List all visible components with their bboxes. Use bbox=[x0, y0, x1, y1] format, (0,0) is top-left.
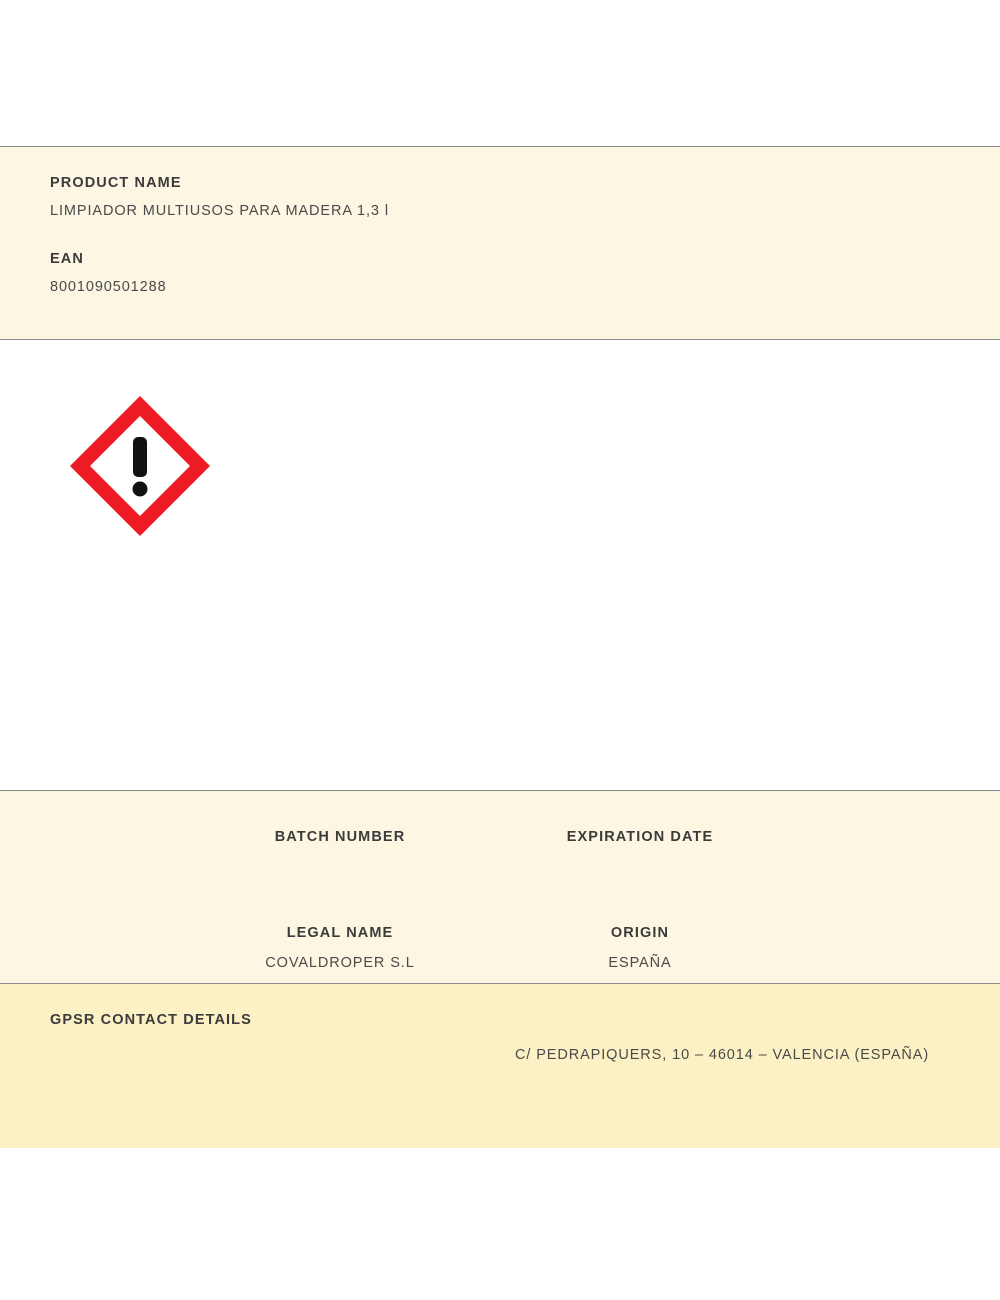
product-details-section bbox=[0, 790, 1000, 983]
legal-name-label: LEGAL NAME bbox=[286, 925, 394, 941]
gpsr-contact-section bbox=[0, 983, 1000, 1148]
legal-name-field bbox=[190, 925, 490, 973]
ean-field bbox=[50, 251, 950, 295]
ean-label: EAN bbox=[50, 251, 84, 267]
origin-value: ESPAÑA bbox=[608, 955, 672, 971]
origin-label: ORIGIN bbox=[610, 925, 670, 941]
expiration-date-value bbox=[490, 859, 790, 877]
bottom-spacer bbox=[0, 1148, 1000, 1300]
gpsr-contact-address: C/ PEDRAPIQUERS, 10 – 46014 – VALENCIA (ESPAÑA) bbox=[515, 1047, 930, 1063]
hazard-pictogram-section bbox=[0, 340, 1000, 790]
batch-number-field bbox=[190, 829, 490, 877]
product-identity-section bbox=[0, 146, 1000, 340]
product-name-field bbox=[50, 175, 950, 219]
expiration-date-label: EXPIRATION DATE bbox=[566, 829, 714, 845]
ghs07-exclamation-mark-icon bbox=[64, 390, 216, 542]
gpsr-contact-label: GPSR CONTACT DETAILS bbox=[50, 1012, 252, 1028]
product-name-value: LIMPIADOR MULTIUSOS PARA MADERA 1,3 l bbox=[50, 203, 389, 219]
expiration-date-field bbox=[490, 829, 790, 877]
details-row-spacer bbox=[0, 829, 190, 877]
details-row-spacer-2 bbox=[0, 925, 190, 973]
details-row-batch bbox=[0, 791, 1000, 877]
top-spacer bbox=[0, 0, 1000, 146]
product-name-label: PRODUCT NAME bbox=[50, 175, 182, 191]
ean-value: 8001090501288 bbox=[50, 279, 167, 295]
batch-number-value bbox=[190, 859, 490, 877]
origin-field bbox=[490, 925, 790, 973]
batch-number-label: BATCH NUMBER bbox=[274, 829, 406, 845]
details-row-legal bbox=[0, 877, 1000, 973]
legal-name-value: COVALDROPER S.L bbox=[265, 955, 415, 971]
